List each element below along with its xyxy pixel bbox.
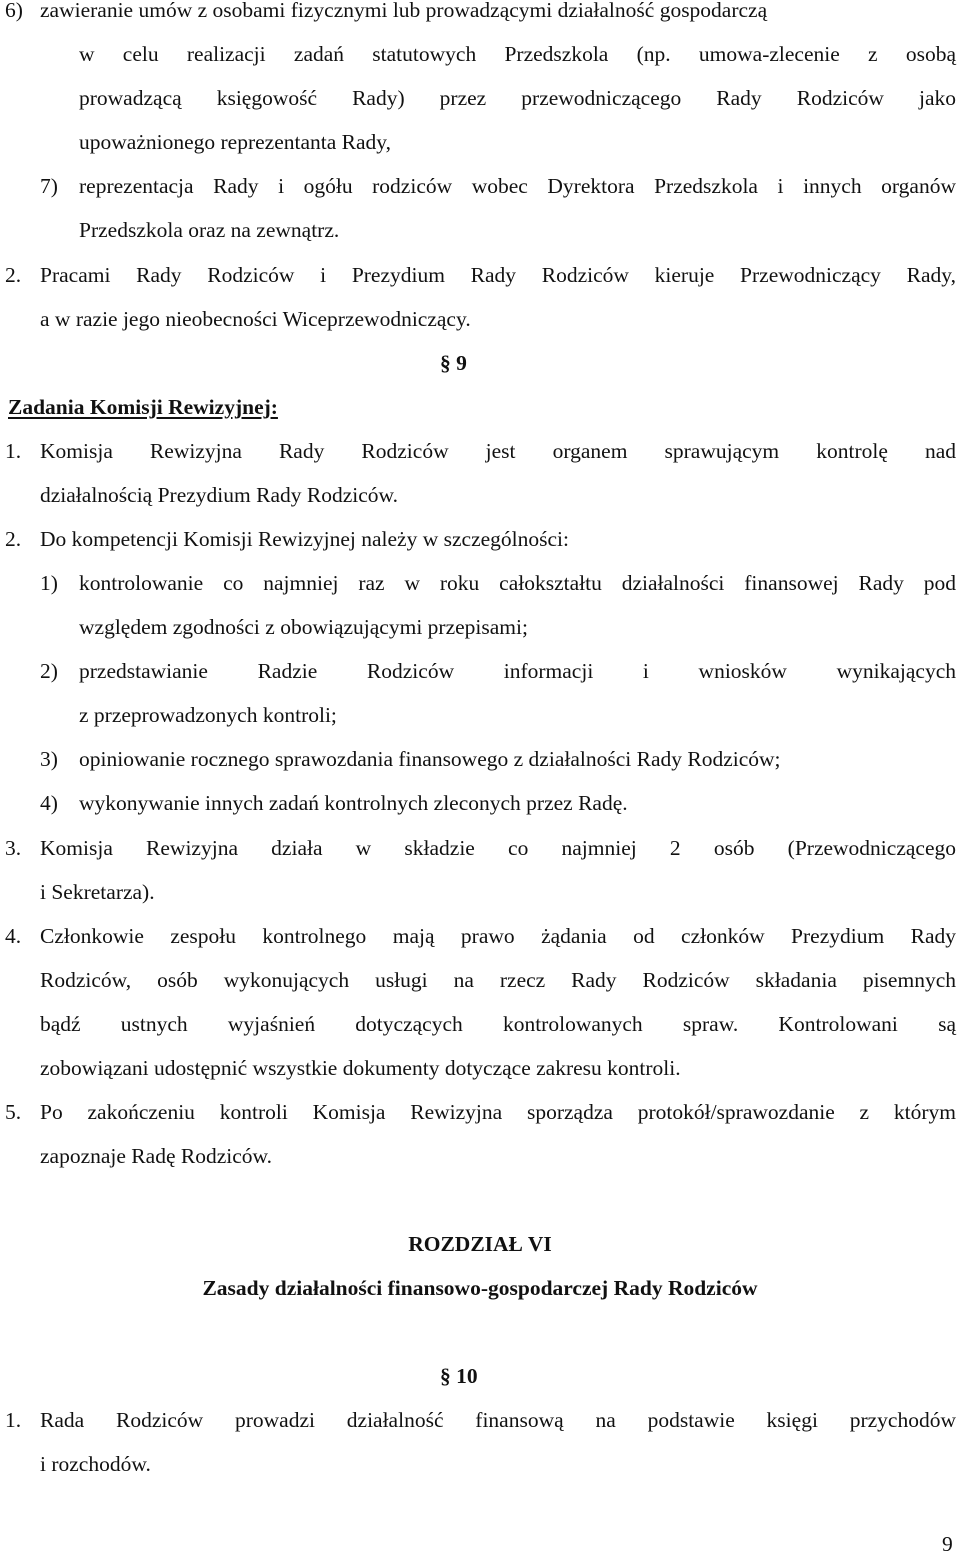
- item-6-number: 6): [5, 0, 23, 22]
- chapter-title: ROZDZIAŁ VI: [408, 1232, 552, 1256]
- item-7-number: 7): [40, 174, 58, 198]
- item-6-line-4: upoważnionego reprezentanta Rady,: [79, 130, 392, 154]
- s9-sub-1-line-1: kontrolowanie co najmniej raz w roku całokształtu działalności finansowej Rady pod: [79, 571, 956, 595]
- page-number: 9: [942, 1532, 953, 1556]
- s9-sub-4-line-1: wykonywanie innych zadań kontrolnych zleconych przez Radę.: [79, 791, 628, 815]
- s9-para-4-line-4: zobowiązani udostępnić wszystkie dokumenty dotyczące zakresu kontroli.: [40, 1056, 681, 1080]
- s9-para-5-line-1: Po zakończeniu kontroli Komisja Rewizyjna sporządza protokół/sprawozdanie z którym: [40, 1100, 956, 1124]
- item-6-line-2: w celu realizacji zadań statutowych Przedszkola (np. umowa-zlecenie z osobą: [79, 42, 956, 66]
- item-7-line-1: reprezentacja Rady i ogółu rodziców wobec Dyrektora Przedszkola i innych organów: [79, 174, 956, 198]
- s9-sub-3-number: 3): [40, 747, 58, 771]
- s9-para-5-number: 5.: [5, 1100, 22, 1124]
- section-9-heading: Zadania Komisji Rewizyjnej:: [8, 395, 278, 419]
- s9-para-3-line-2: i Sekretarza).: [40, 880, 155, 904]
- s10-para-1-line-1: Rada Rodziców prowadzi działalność finansową na podstawie księgi przychodów: [40, 1408, 956, 1432]
- para-2-line-1: Pracami Rady Rodziców i Prezydium Rady Rodziców kieruje Przewodniczący Rady,: [40, 263, 956, 287]
- section-9-mark: § 9: [440, 351, 467, 375]
- s9-para-4-line-3: bądź ustnych wyjaśnień dotyczących kontrolowanych spraw. Kontrolowani są: [40, 1012, 956, 1036]
- s10-para-1-number: 1.: [5, 1408, 22, 1432]
- s9-para-3-line-1: Komisja Rewizyjna działa w składzie co najmniej 2 osób (Przewodniczącego: [40, 836, 956, 860]
- s9-para-2-line-1: Do kompetencji Komisji Rewizyjnej należy w szczególności:: [40, 527, 569, 551]
- s9-para-4-line-1: Członkowie zespołu kontrolnego mają prawo żądania od członków Prezydium Rady: [40, 924, 956, 948]
- s9-sub-3-line-1: opiniowanie rocznego sprawozdania finansowego z działalności Rady Rodziców;: [79, 747, 781, 771]
- s9-sub-2-line-2: z przeprowadzonych kontroli;: [79, 703, 337, 727]
- s9-para-4-line-2: Rodziców, osób wykonujących usługi na rzecz Rady Rodziców składania pisemnych: [40, 968, 956, 992]
- section-10-mark: § 10: [440, 1364, 478, 1388]
- s9-para-1-number: 1.: [5, 439, 22, 463]
- para-2-line-2: a w razie jego nieobecności Wiceprzewodniczący.: [40, 307, 471, 331]
- para-2-number: 2.: [5, 263, 22, 287]
- s9-sub-1-number: 1): [40, 571, 58, 595]
- s9-sub-2-number: 2): [40, 659, 58, 683]
- s10-para-1-line-2: i rozchodów.: [40, 1452, 151, 1476]
- s9-para-5-line-2: zapoznaje Radę Rodziców.: [40, 1144, 273, 1168]
- s9-para-1-line-1: Komisja Rewizyjna Rady Rodziców jest organem sprawującym kontrolę nad: [40, 439, 956, 463]
- s9-sub-2-line-1: przedstawianie Radzie Rodziców informacji i wniosków wynikających: [79, 659, 956, 683]
- item-6-line-1: zawieranie umów z osobami fizycznymi lub prowadzącymi działalność gospodarczą: [40, 0, 768, 22]
- s9-para-3-number: 3.: [5, 836, 22, 860]
- s9-para-2-number: 2.: [5, 527, 22, 551]
- chapter-subtitle: Zasady działalności finansowo-gospodarczej Rady Rodziców: [202, 1276, 758, 1300]
- s9-sub-1-line-2: względem zgodności z obowiązującymi przepisami;: [79, 615, 528, 639]
- item-6-line-3: prowadzącą księgowość Rady) przez przewodniczącego Rady Rodziców jako: [79, 86, 956, 110]
- s9-para-1-line-2: działalnością Prezydium Rady Rodziców.: [40, 483, 399, 507]
- s9-sub-4-number: 4): [40, 791, 58, 815]
- s9-para-4-number: 4.: [5, 924, 22, 948]
- item-7-line-2: Przedszkola oraz na zewnątrz.: [79, 218, 340, 242]
